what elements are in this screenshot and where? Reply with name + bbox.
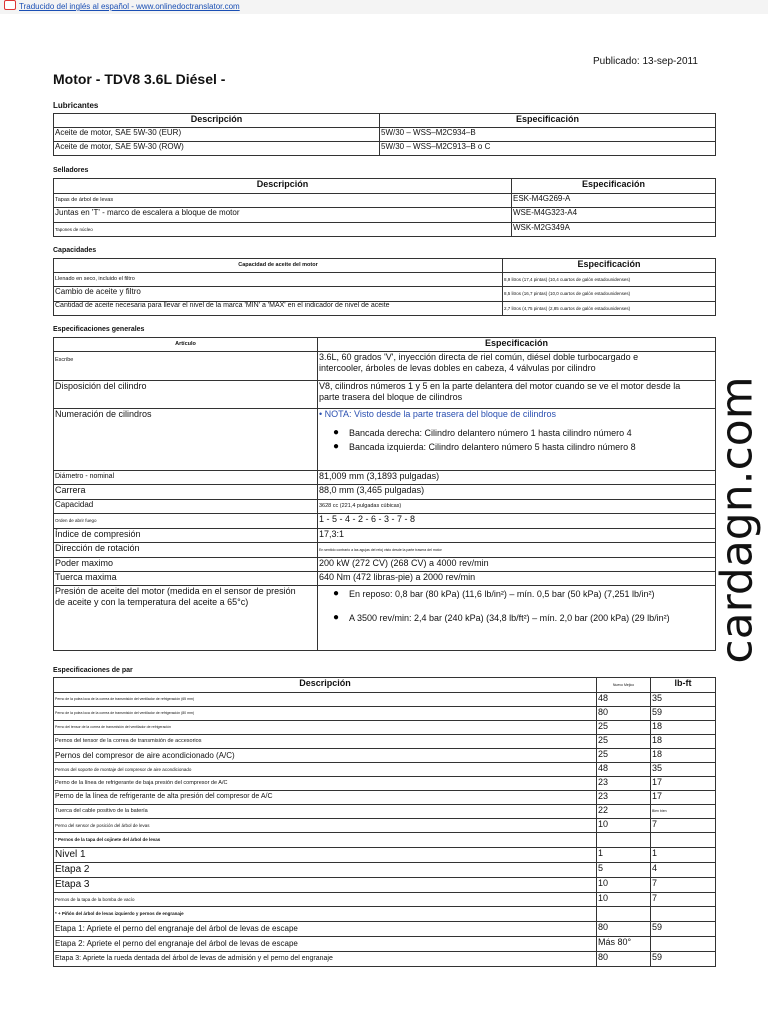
torque-lbft: 59 [651,707,716,721]
table-row [54,922,716,937]
note-text: • NOTA: Visto desde la parte trasera del bloque de cilindros [319,409,556,419]
table-cell: Carrera [54,485,318,500]
torque-nm: 80 [597,952,651,967]
sealants-table [53,178,716,237]
table-cell: Juntas en 'T' - marco de escalera a bloque de motor [54,208,512,223]
torque-nm: 25 [597,749,651,763]
empty-cell [651,833,716,848]
group-title: * Pernos de la tapa del cojinete del árbol de levas [54,833,597,848]
table-cell: Llenado en seco, incluido el filtro [54,273,503,287]
table-row [54,763,716,777]
torque-nm: 48 [597,693,651,707]
table-cell: Capacidad [54,500,318,514]
table-row [54,848,716,863]
table-row [54,893,716,907]
torque-lbft: 4 [651,863,716,878]
table-cell: En sentido contrario a las agujas del reloj visto desde la parte trasera del motor [318,543,716,558]
torque-description: Perno de la línea de refrigerante de baja presión del compresor de A/C [54,777,597,791]
col-header: Descripción [54,179,512,194]
table-cell: ESK-M4G269-A [512,194,716,208]
page-title: Motor - TDV8 3.6L Diésel - [53,71,226,87]
torque-description: Etapa 1: Apriete el perno del engranaje del árbol de levas de escape [54,922,597,937]
table-cell: 200 kW (272 CV) (268 CV) a 4000 rev/min [318,558,716,572]
group-title: * + Piñón del árbol de levas izquierdo y pernos de engranaje [54,907,597,922]
capacities-table [53,258,716,316]
list-item: ● A 3500 rev/min: 2,4 bar (240 kPa) (34,8 lb/ft²) – mín. 2,0 bar (200 kPa) (29 lb/in²) [349,613,714,624]
empty-cell [597,833,651,848]
torque-description: Nivel 1 [54,848,597,863]
watermark-text: cardagn.com [711,376,763,664]
torque-lbft: 1 [651,848,716,863]
table-cell: 81,009 mm (3,1893 pulgadas) [318,471,716,485]
list-item: ● En reposo: 0,8 bar (80 kPa) (11,6 lb/in²) – mín. 0,5 bar (50 kPa) (7,251 lb/in²) [349,589,714,600]
table-cell: Disposición del cilindro [54,381,318,409]
lubricants-table [53,113,716,156]
pressure-label-line: de aceite y con la temperatura del aceite a 65°c) [55,596,249,607]
table-cell: 1 - 5 - 4 - 2 - 6 - 3 - 7 - 8 [318,514,716,529]
torque-lbft: 7 [651,819,716,833]
table-cell: Cantidad de aceite necesaria para llevar el nivel de la marca 'MIN' a 'MAX' en el indicador de nivel de aceite [54,302,503,316]
torque-description: Perno del sensor de posición del árbol de levas [54,819,597,833]
table-cell: Diámetro - nominal [54,471,318,485]
translator-bar [0,0,768,14]
col-header: Capacidad de aceite del motor [54,259,503,273]
table-row [54,952,716,967]
torque-lbft: 35 [651,693,716,707]
table-cell: Tapas de árbol de levas [54,194,512,208]
empty-cell [651,907,716,922]
torque-lbft [651,937,716,952]
table-cell: Orden de abrir fuego [54,514,318,529]
torque-lbft: 35 [651,763,716,777]
table-cell: Aceite de motor, SAE 5W-30 (ROW) [54,142,380,156]
torque-nm: 23 [597,791,651,805]
torque-lbft: 17 [651,777,716,791]
torque-nm: 5 [597,863,651,878]
table-cell: 2,7 litros (4,75 pintas) (2,85 cuartos de galón estadounidenses) [503,302,716,316]
type-line: 3.6L, 60 grados 'V', inyección directa de riel común, diésel doble turbocargado e [319,352,639,362]
col-header: Especificación [512,179,716,194]
col-header: Artículo [54,338,318,352]
torque-lbft: Bien bien [651,805,716,819]
torque-nm: 48 [597,763,651,777]
torque-lbft: 59 [651,922,716,937]
general-specs-table [53,337,716,651]
table-cell: Tuerca maxima [54,572,318,586]
col-header: lb-ft [651,678,716,693]
table-cell: Escribe [54,352,318,381]
table-cell: 8,5 litros (16,7 pintas) (10,0 cuartos de galón estadounidenses) [503,287,716,302]
table-cell: 5W/30 – WSS–M2C913–B o C [380,142,716,156]
section-capacities: Capacidades [53,247,97,254]
section-general-specs: Especificaciones generales [53,326,145,333]
section-sealants: Selladores [53,167,89,174]
table-row [54,805,716,819]
layout-line: parte trasera del bloque de cilindros [319,391,463,402]
col-header: Nuevo Mejico [597,678,651,693]
section-lubricants: Lubricantes [53,101,99,110]
table-row [54,878,716,893]
table-row [54,693,716,707]
table-row [54,707,716,721]
torque-description: Etapa 3 [54,878,597,893]
type-line: intercooler, árboles de levas dobles en cabeza, 4 válvulas por cilindro [319,362,596,373]
table-cell: Dirección de rotación [54,543,318,558]
torque-lbft: 59 [651,952,716,967]
list-item: ● Bancada derecha: Cilindro delantero número 1 hasta cilindro número 4 [349,428,714,439]
torque-nm: 10 [597,819,651,833]
torque-lbft: 7 [651,878,716,893]
torque-lbft: 18 [651,735,716,749]
torque-nm: Más 80° [597,937,651,952]
torque-nm: 22 [597,805,651,819]
table-cell: Índice de compresión [54,529,318,543]
torque-nm: 25 [597,721,651,735]
col-header: Especificación [380,114,716,128]
table-cell: Tapones de núcleo [54,223,512,237]
torque-description: Pernos del tensor de la correa de transmisión de accesorios [54,735,597,749]
watermark [702,376,768,664]
table-row [54,937,716,952]
col-header: Descripción [54,678,597,693]
torque-nm: 80 [597,922,651,937]
table-cell: 3628 cc (221,4 pulgadas cúbicas) [318,500,716,514]
table-row [54,777,716,791]
pressure-label-line: Presión de aceite del motor (medida en el sensor de presión [55,586,296,596]
layout-line: V8, cilindros números 1 y 5 en la parte delantera del motor cuando se ve el motor desde la [319,381,681,391]
torque-description: Perno de la polea loca de la correa de transmisión del ventilador de refrigeración (80 mm) [54,707,597,721]
table-cell: 8,9 litros (17,4 pintas) (10,4 cuartos de galón estadounidenses) [503,273,716,287]
torque-nm: 23 [597,777,651,791]
group-title-row [54,907,716,922]
torque-lbft: 18 [651,721,716,735]
torque-nm: 10 [597,893,651,907]
table-cell: Numeración de cilindros [54,409,318,471]
torque-lbft: 18 [651,749,716,763]
torque-nm: 80 [597,707,651,721]
translator-link-text: Traducido del inglés al español - www.onlinedoctranslator.com [19,2,240,11]
table-cell: 5W/30 – WSS–M2C934–B [380,128,716,142]
table-row [54,819,716,833]
torque-description: Pernos del compresor de aire acondicionado (A/C) [54,749,597,763]
torque-description: Pernos de la tapa de la bomba de vacío [54,893,597,907]
translator-link[interactable] [4,0,240,13]
torque-specs-table [53,677,716,967]
table-cell: WSE-M4G323-A4 [512,208,716,223]
empty-cell [597,907,651,922]
col-header: Especificación [318,338,716,352]
list-item: ● Bancada izquierda: Cilindro delantero número 5 hasta cilindro número 8 [349,442,714,453]
translate-icon [4,0,16,10]
table-row [54,863,716,878]
table-cell: 88,0 mm (3,465 pulgadas) [318,485,716,500]
torque-nm: 1 [597,848,651,863]
table-row [54,735,716,749]
col-header: Especificación [503,259,716,273]
table-cell: 640 Nm (472 libras-pie) a 2000 rev/min [318,572,716,586]
torque-description: Perno de la polea loca de la correa de transmisión del ventilador de refrigeración (65 mm) [54,693,597,707]
published-date: Publicado: 13-sep-2011 [593,56,698,67]
table-cell: 17,3:1 [318,529,716,543]
table-cell: Poder maximo [54,558,318,572]
group-title-row [54,833,716,848]
col-header: Descripción [54,114,380,128]
torque-nm: 10 [597,878,651,893]
table-row [54,721,716,735]
torque-description: Perno del tensor de la correa de transmisión del ventilador de refrigeración [54,721,597,735]
torque-description: Tuerca del cable positivo de la batería [54,805,597,819]
table-cell: Cambio de aceite y filtro [54,287,503,302]
torque-description: Etapa 3: Apriete la rueda dentada del árbol de levas de admisión y el perno del engranaje [54,952,597,967]
section-torque-specs: Especificaciones de par [53,667,133,674]
torque-lbft: 7 [651,893,716,907]
torque-nm: 25 [597,735,651,749]
torque-lbft: 17 [651,791,716,805]
table-cell: WSK-M2G349A [512,223,716,237]
table-row [54,791,716,805]
torque-description: Etapa 2: Apriete el perno del engranaje del árbol de levas de escape [54,937,597,952]
torque-description: Perno de la línea de refrigerante de alta presión del compresor de A/C [54,791,597,805]
torque-description: Pernos del soporte de montaje del compresor de aire acondicionado [54,763,597,777]
table-cell: Aceite de motor, SAE 5W-30 (EUR) [54,128,380,142]
torque-description: Etapa 2 [54,863,597,878]
table-row [54,749,716,763]
